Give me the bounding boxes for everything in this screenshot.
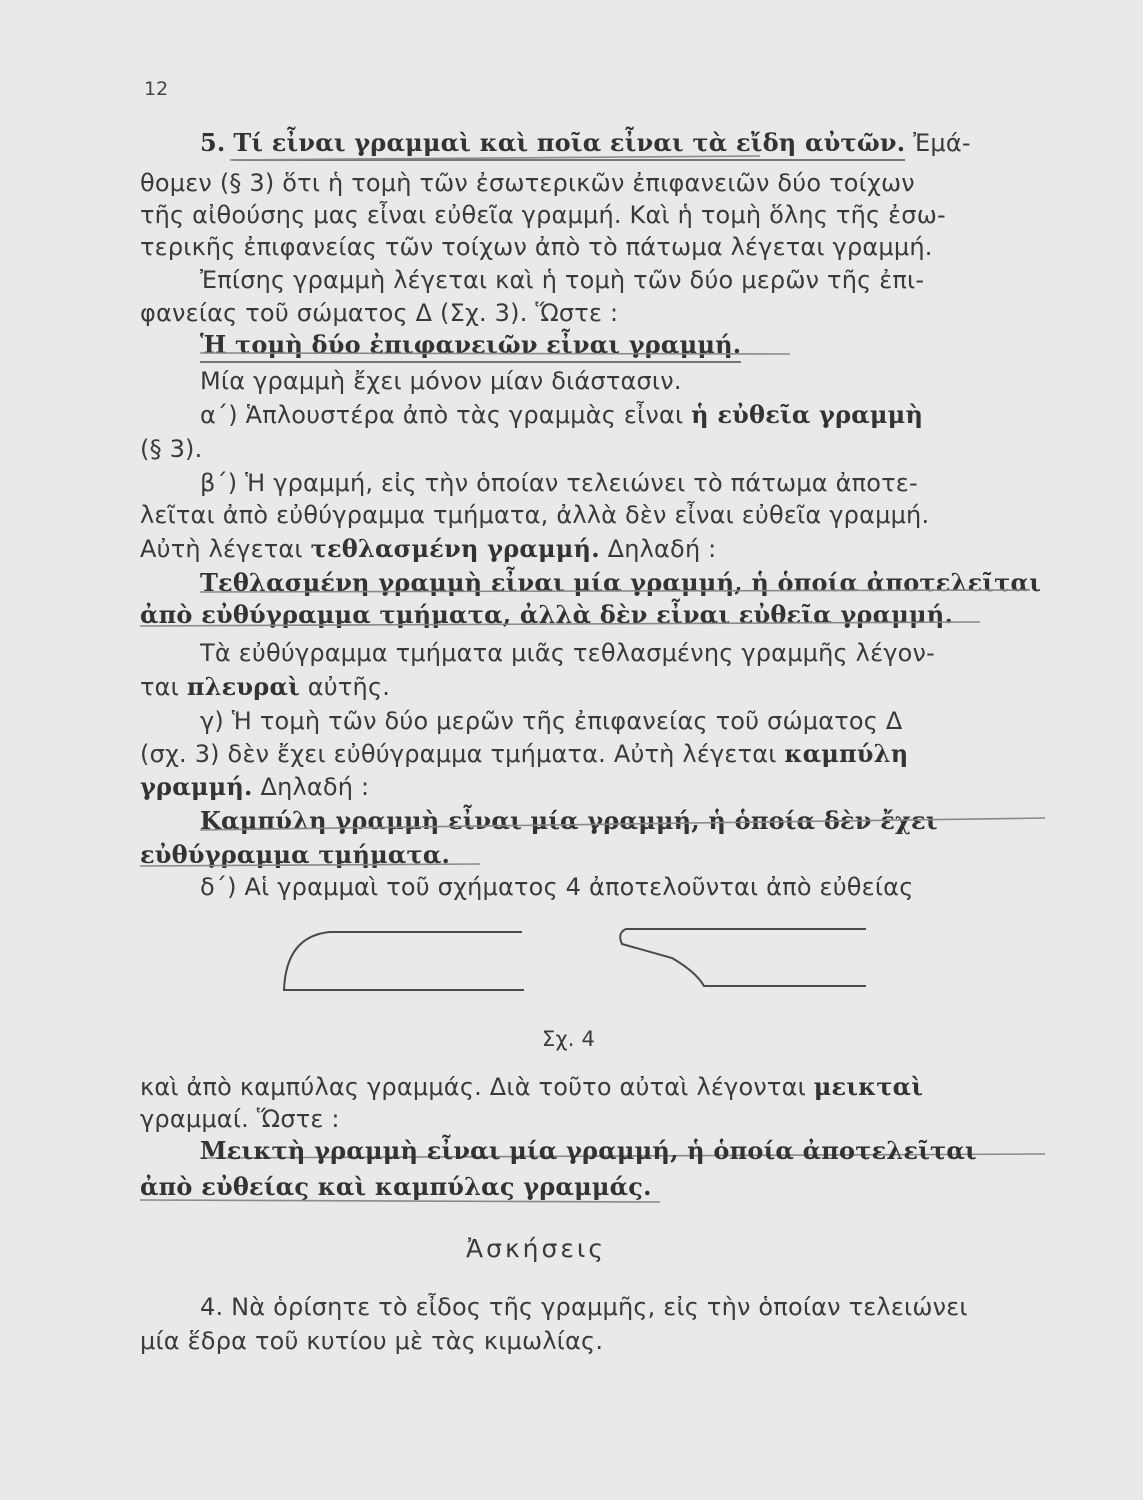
paragraph-line: τερικῆς ἐπιφανείας τῶν τοίχων ἀπὸ τὸ πάτωμα λέγεται γραμμή. bbox=[140, 233, 933, 261]
exercise-line: μία ἕδρα τοῦ κυτίου μὲ τὰς κιμωλίας. bbox=[140, 1327, 604, 1355]
exercise-line: 4. Νὰ ὁρίσητε τὸ εἶδος τῆς γραμμῆς, εἰς τὴν ὁποίαν τελειώνει bbox=[200, 1293, 968, 1321]
item-b-text: Αὐτὴ λέγεται bbox=[140, 535, 303, 563]
item-a-text: α΄) Ἁπλουστέρα ἀπὸ τὰς γραμμὰς εἶναι bbox=[200, 401, 684, 429]
definition-line-text: Ἡ τομὴ δύο ἐπιφανειῶν εἶναι γραμμή. bbox=[200, 330, 741, 363]
paragraph-line: Ἐπίσης γραμμὴ λέγεται καὶ ἡ τομὴ τῶν δύο μερῶν τῆς ἐπι- bbox=[200, 266, 925, 294]
page-number: 12 bbox=[144, 78, 169, 100]
mixed-line-left bbox=[284, 932, 524, 990]
definition-line: Καμπύλη γραμμὴ εἶναι μία γραμμή, ἡ ὁποία δὲν ἔχει bbox=[200, 806, 938, 835]
paragraph-line: Μία γραμμὴ ἔχει μόνον μίαν διάστασιν. bbox=[200, 367, 682, 395]
paragraph-line: β΄) Ἡ γραμμή, εἰς τὴν ὁποίαν τελειώνει τὸ πάτωμα ἀποτε- bbox=[200, 469, 918, 497]
item-b-post: Δηλαδή : bbox=[607, 535, 717, 563]
exercises-heading: Ἀσκήσεις bbox=[466, 1234, 607, 1263]
item-g-bold: καμπύλη bbox=[784, 739, 909, 768]
item-g-text: (σχ. 3) δὲν ἔχει εὐθύγραμμα τμήματα. Αὐτὴ λέγεται bbox=[140, 740, 777, 768]
paragraph-line: δ΄) Αἱ γραμμαὶ τοῦ σχήματος 4 ἀποτελοῦνται ἀπὸ εὐθείας bbox=[200, 873, 914, 901]
item-g-bold2: γραμμή. bbox=[140, 772, 253, 801]
sides-bold: πλευραὶ bbox=[186, 672, 300, 701]
definition-line: Τεθλασμένη γραμμὴ εἶναι μία γραμμή, ἡ ὁποία ἀποτελεῖται bbox=[200, 568, 1042, 597]
item-b-bold: τεθλασμένη γραμμή. bbox=[310, 534, 600, 563]
paragraph-line: λεῖται ἀπὸ εὐθύγραμμα τμήματα, ἀλλὰ δὲν εἶναι εὐθεῖα γραμμή. bbox=[140, 501, 930, 529]
after-bold: μεικταὶ bbox=[813, 1072, 924, 1101]
section-title: Τί εἶναι γραμμαὶ καὶ ποῖα εἶναι τὰ εἴδη αὐτῶν. bbox=[233, 128, 905, 161]
paragraph-line: (§ 3). bbox=[140, 435, 203, 463]
figure-caption: Σχ. 4 bbox=[542, 1027, 596, 1051]
after-line1 bbox=[140, 1072, 923, 1102]
item-g-post: Δηλαδή : bbox=[260, 773, 370, 801]
paragraph-line: φανείας τοῦ σώματος Δ (Σχ. 3). Ὥστε : bbox=[140, 299, 619, 327]
paragraph-line: γραμμαί. Ὥστε : bbox=[140, 1105, 340, 1133]
paragraph-line: θομεν (§ 3) ὅτι ἡ τομὴ τῶν ἐσωτερικῶν ἐπιφανειῶν δύο τοίχων bbox=[140, 169, 915, 197]
sides-pre: ται bbox=[140, 673, 179, 701]
mixed-line-right bbox=[620, 929, 866, 986]
paragraph-line: Τὰ εὐθύγραμμα τμήματα μιᾶς τεθλασμένης γραμμῆς λέγον- bbox=[200, 639, 935, 667]
definition-line: ἀπὸ εὐθείας καὶ καμπύλας γραμμάς. bbox=[140, 1172, 652, 1201]
definition-line: Μεικτὴ γραμμὴ εἶναι μία γραμμή, ἡ ὁποία ἀποτελεῖται bbox=[200, 1136, 977, 1165]
section-title-tail: Ἐμά- bbox=[913, 129, 971, 157]
section-number: 5. bbox=[200, 128, 226, 157]
paragraph-line: γ) Ἡ τομὴ τῶν δύο μερῶν τῆς ἐπιφανείας τοῦ σώματος Δ bbox=[200, 707, 903, 735]
paragraph-line: τῆς αἰθούσης μας εἶναι εὐθεῖα γραμμή. Καὶ ἡ τομὴ ὅλης τῆς ἐσω- bbox=[140, 201, 946, 229]
item-a-bold: ἡ εὐθεῖα γραμμὴ bbox=[691, 400, 924, 429]
definition-line: ἀπὸ εὐθύγραμμα τμήματα, ἀλλὰ δὲν εἶναι εὐθεῖα γραμμή. bbox=[140, 600, 953, 629]
definition-line: εὐθύγραμμα τμήματα. bbox=[140, 840, 451, 869]
sides-post: αὐτῆς. bbox=[307, 673, 391, 701]
after-text: καὶ ἀπὸ καμπύλας γραμμάς. Διὰ τοῦτο αὐταὶ λέγονται bbox=[140, 1073, 806, 1101]
